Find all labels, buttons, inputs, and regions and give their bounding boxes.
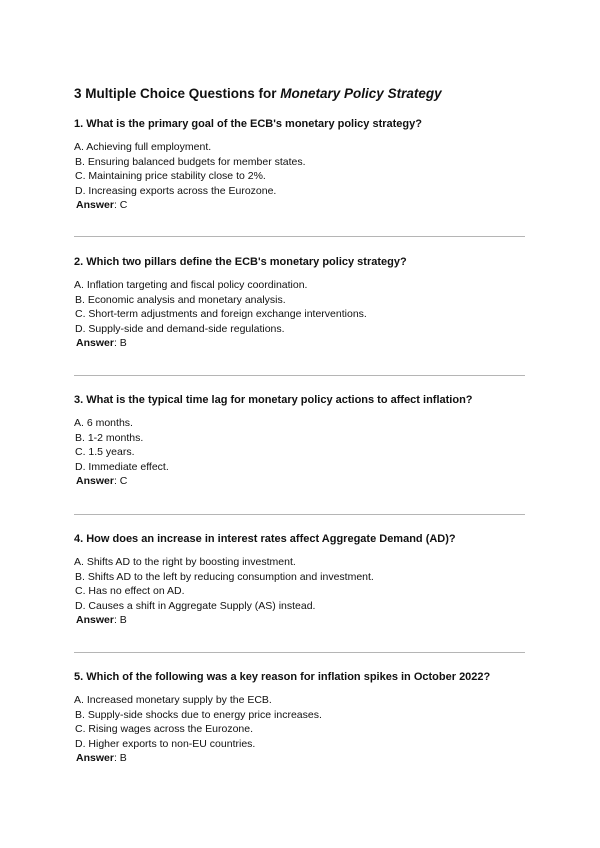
answer-value: : B [113,614,127,627]
question-block-2 [74,256,534,351]
answer-line [74,751,534,766]
option-d: D. Immediate effect. [75,460,169,473]
option-a: A. 6 months. [74,417,133,429]
section-divider [74,236,525,237]
option-b: B. 1-2 months. [75,431,144,444]
question-text: 3. What is the typical time lag for monetary policy actions to affect inflation? [74,394,473,406]
answer-label: Answer [76,752,114,765]
option-c: C. 1.5 years. [75,446,135,459]
question-block-5 [74,671,534,766]
answer-value: : B [113,337,127,350]
option-d: D. Higher exports to non-EU countries. [75,737,256,750]
answer-label: Answer [76,337,114,350]
answer-label: Answer [76,199,114,212]
answer-line [74,198,534,213]
option-a: A. Increased monetary supply by the ECB. [74,694,272,706]
option-d: D. Causes a shift in Aggregate Supply (AS) instead. [75,599,316,612]
option-b: B. Economic analysis and monetary analysis. [75,293,286,306]
option-a: A. Achieving full employment. [74,141,212,153]
question-text: 5. Which of the following was a key reason for inflation spikes in October 2022? [74,671,491,683]
option-a: A. Inflation targeting and fiscal policy coordination. [74,279,308,291]
option-b: B. Shifts AD to the left by reducing consumption and investment. [75,570,374,583]
section-divider [74,375,525,376]
option-c: C. Maintaining price stability close to 2%. [75,170,266,183]
answer-value: : B [113,752,127,765]
title-topic: Monetary Policy Strategy [280,86,442,101]
question-block-1 [74,118,534,213]
document-title [74,86,442,101]
option-c: C. Short-term adjustments and foreign exchange interventions. [75,308,367,321]
option-a: A. Shifts AD to the right by boosting investment. [74,556,296,568]
option-b: B. Ensuring balanced budgets for member states. [75,155,306,168]
option-d: D. Increasing exports across the Eurozone. [75,184,277,197]
answer-label: Answer [76,614,114,627]
option-c: C. Has no effect on AD. [75,585,185,598]
question-text: 2. Which two pillars define the ECB's monetary policy strategy? [74,256,407,268]
question-block-4 [74,533,534,628]
answer-line [74,336,534,351]
option-c: C. Rising wages across the Eurozone. [75,723,254,736]
section-divider [74,652,525,653]
question-block-3 [74,394,534,489]
question-text: 4. How does an increase in interest rates affect Aggregate Demand (AD)? [74,533,456,545]
answer-value: : C [113,475,128,488]
section-divider [74,514,525,515]
option-d: D. Supply-side and demand-side regulations. [75,322,285,335]
answer-label: Answer [76,475,114,488]
title-prefix: 3 Multiple Choice Questions for [74,86,281,101]
answer-line [74,474,534,489]
answer-value: : C [113,199,128,212]
question-text: 1. What is the primary goal of the ECB's monetary policy strategy? [74,118,422,130]
option-b: B. Supply-side shocks due to energy price increases. [75,708,322,721]
answer-line [74,613,534,628]
